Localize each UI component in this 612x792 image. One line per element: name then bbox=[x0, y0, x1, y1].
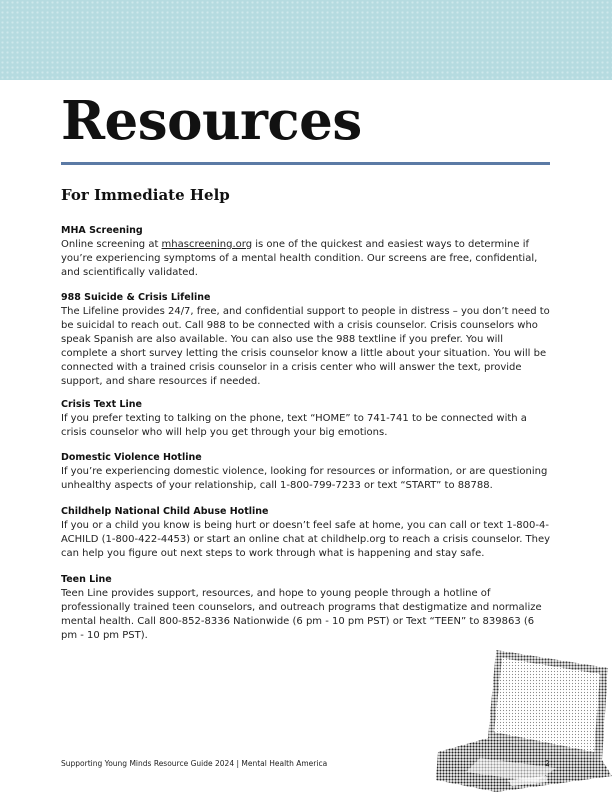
resource-teen-line bbox=[61, 573, 551, 643]
page-footer: Supporting Young Minds Resource Guide 2024 | Mental Health America bbox=[61, 759, 328, 768]
resource-description: If you or a child you know is being hurt or doesn’t feel safe at home, you can call or text 1-800-4-ACHILD (1-800-422-4453) or start an online chat at childhelp.org to reach a crisis counselor. They can help you figure out next steps to work through what is happening and stay safe. bbox=[61, 519, 551, 559]
resource-crisis-text-line bbox=[61, 398, 551, 440]
page-number: 2 bbox=[545, 759, 550, 768]
resource-mha-screening bbox=[61, 224, 551, 280]
page-title: Resources bbox=[61, 90, 362, 152]
resource-domestic-violence-hotline bbox=[61, 451, 551, 493]
resource-description: The Lifeline provides 24/7, free, and confidential support to people in distress – you don’t need to be suicidal to reach out. Call 988 to be connected with a crisis counselor. Crisis counselors who speak Spanish are also available. You can also use the 988 textline if you prefer. You will complete a short survey letting the crisis counselor know a little about your situation. You will be connected with a trained crisis counselor in a crisis center who will answer the text, provide support, and share resources if needed. bbox=[61, 305, 550, 387]
resource-name: Domestic Violence Hotline bbox=[61, 452, 202, 463]
resource-name: Teen Line bbox=[61, 574, 112, 585]
resource-description: If you prefer texting to talking on the phone, text “HOME” to 741-741 to be connected with a crisis counselor who will help you get through your big emotions. bbox=[61, 412, 527, 438]
resource-description: Teen Line provides support, resources, and hope to young people through a hotline of professionally trained teen counselors, and outreach programs that destigmatize and normalize mental health. Call 800-852-8336 Nationwide (6 pm - 10 pm PST) or Text “TEEN” to 839863 (6 pm - 10 pm PST). bbox=[61, 587, 542, 641]
resource-name: Crisis Text Line bbox=[61, 399, 142, 410]
resource-name: Childhelp National Child Abuse Hotline bbox=[61, 506, 269, 517]
header-band bbox=[0, 0, 612, 80]
resource-description: If you’re experiencing domestic violence, looking for resources or information, or are questioning unhealthy aspects of your relationship, call 1-800-799-7233 or text “START” to 88788. bbox=[61, 465, 548, 491]
resource-name: MHA Screening bbox=[61, 225, 143, 236]
resource-childhelp-hotline bbox=[61, 505, 551, 561]
resource-988-lifeline bbox=[61, 291, 551, 389]
resource-name: 988 Suicide & Crisis Lifeline bbox=[61, 292, 211, 303]
mhascreening-link[interactable]: mhascreening.org bbox=[161, 238, 253, 250]
title-divider bbox=[61, 162, 550, 165]
section-heading: For Immediate Help bbox=[61, 186, 230, 204]
resource-description: Online screening at mhascreening.org is one of the quickest and easiest ways to determine if you’re experiencing symptoms of a mental health condition. Our screens are free, confidential, and scientifically validated. bbox=[61, 238, 538, 278]
laptop-halftone-icon bbox=[436, 640, 612, 792]
